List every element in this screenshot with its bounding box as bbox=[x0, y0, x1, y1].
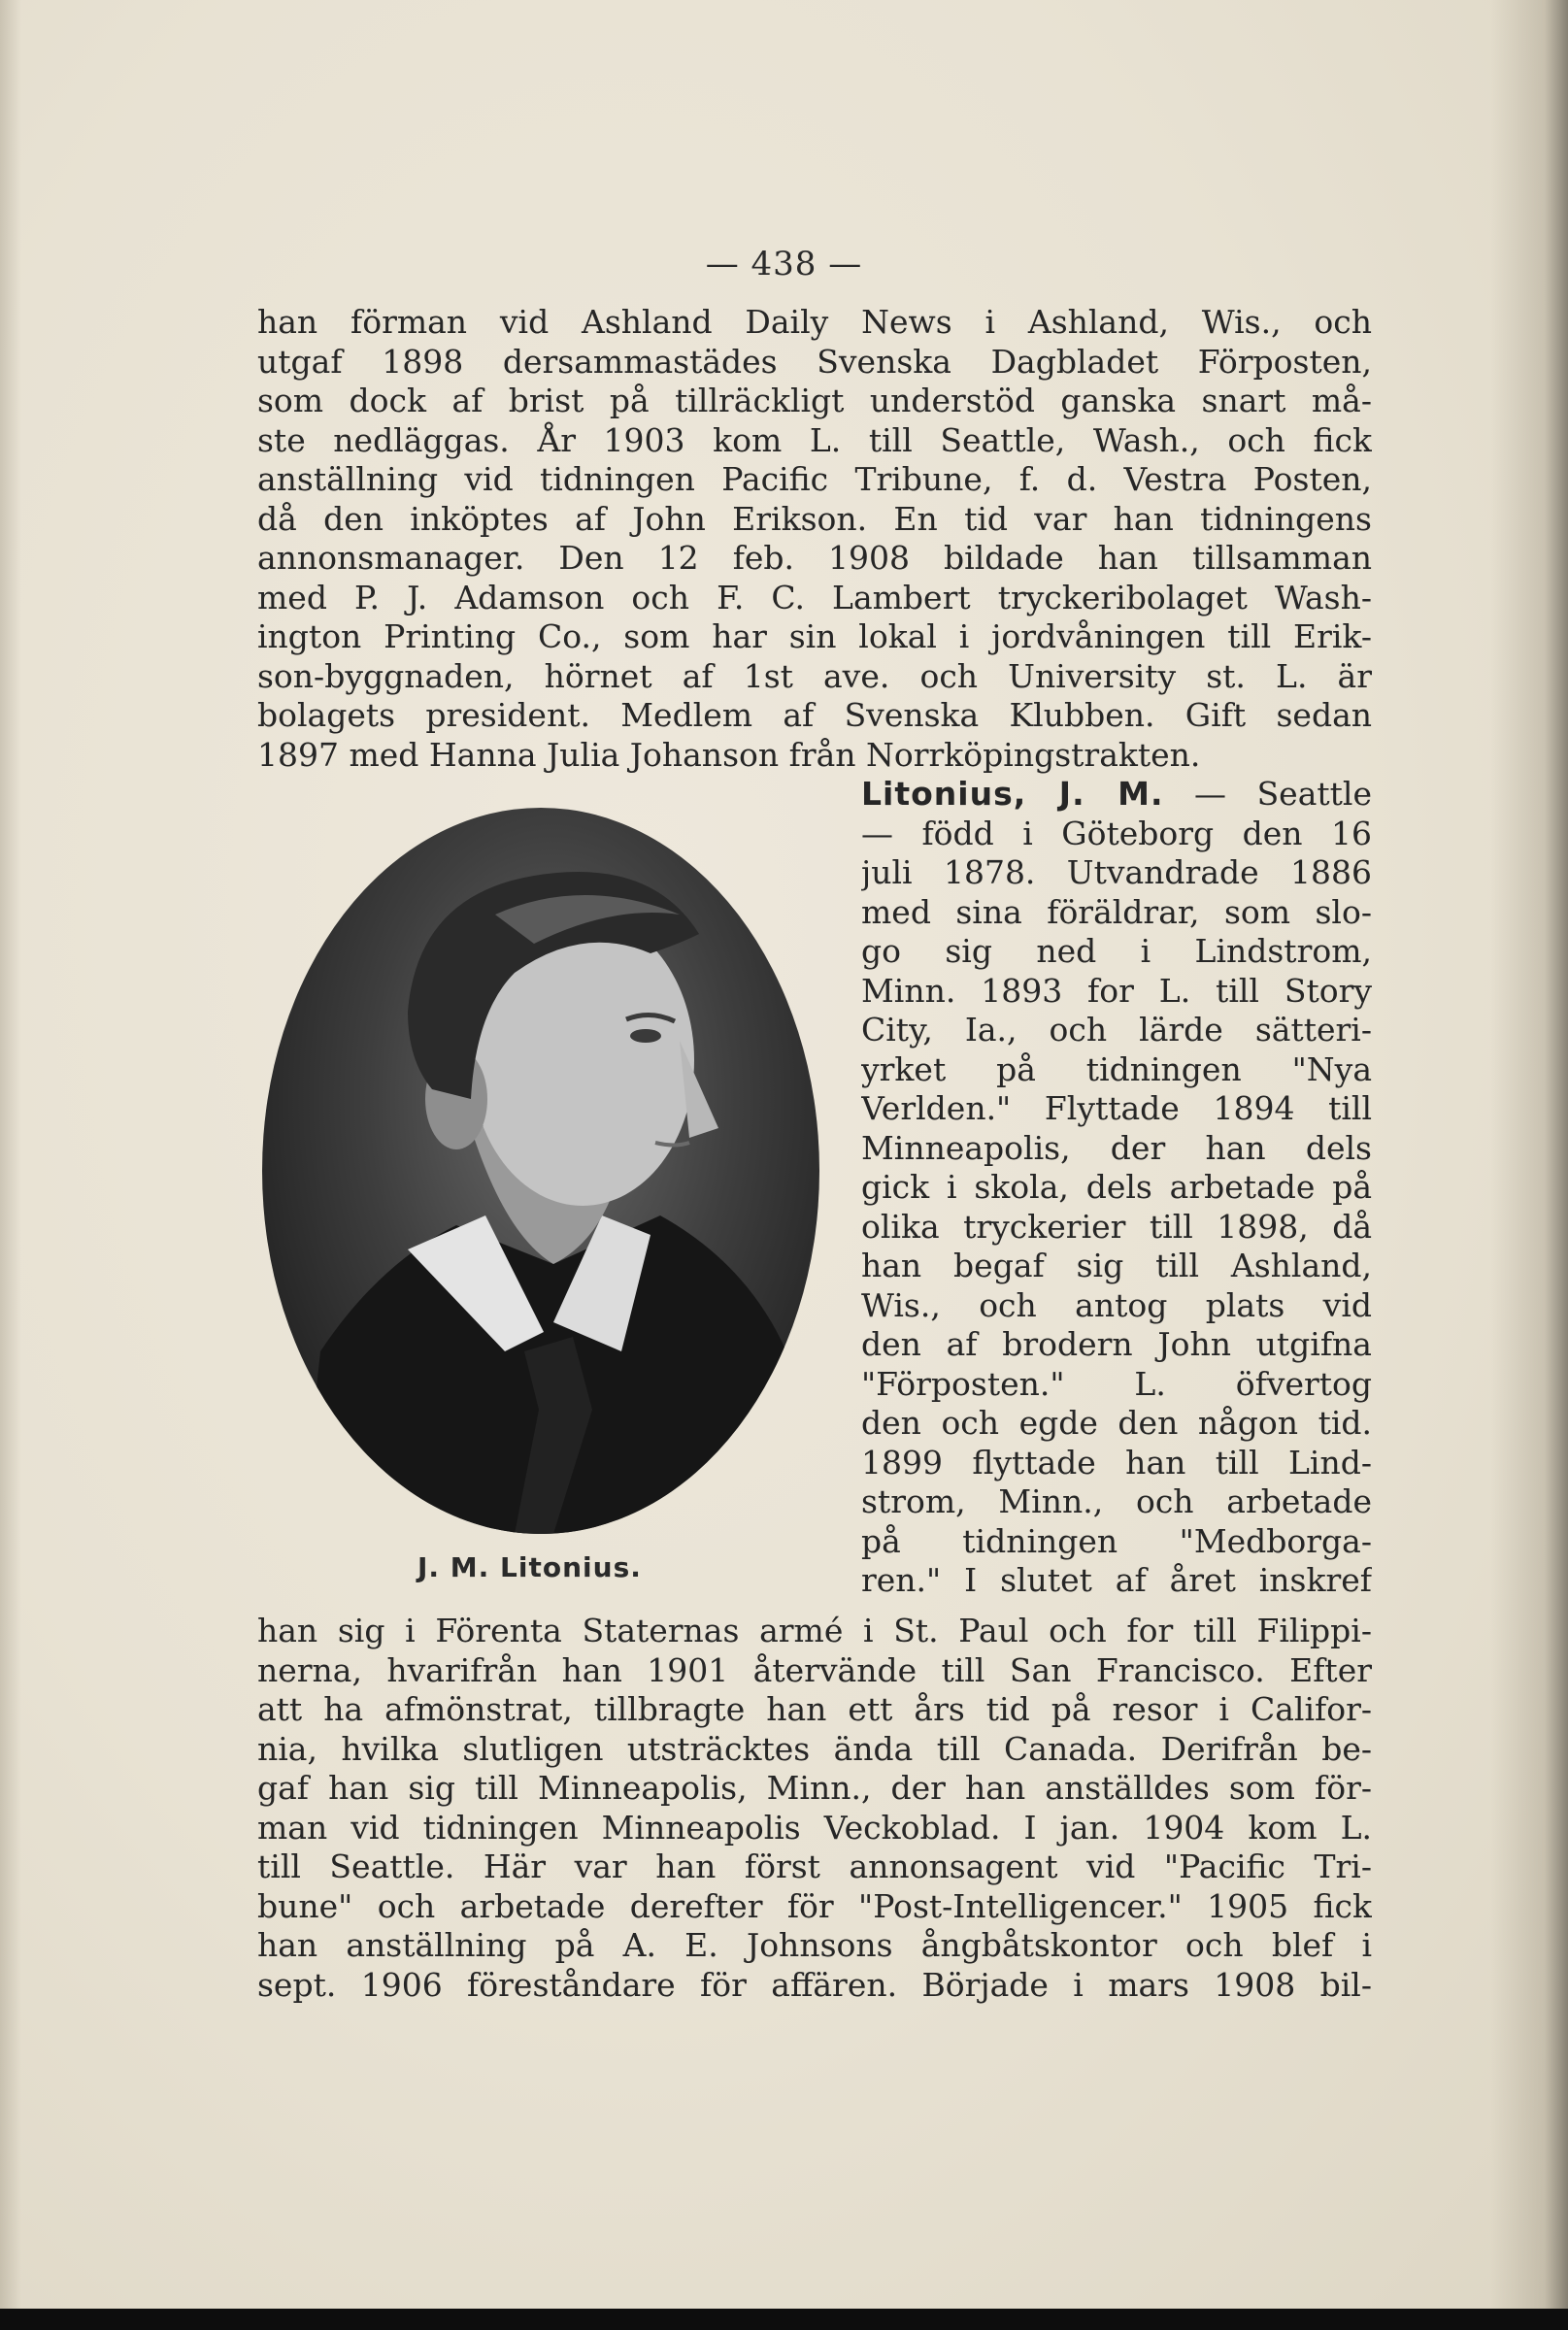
text-line: gick i skola, dels arbetade på bbox=[861, 1168, 1372, 1206]
text-line: han förman vid Ashland Daily News i Ashland, Wis., och bbox=[257, 303, 1372, 341]
page-left-edge bbox=[0, 0, 21, 2309]
text-line: nia, hvilka slutligen utsträcktes ända till Canada. Derifrån be- bbox=[257, 1729, 1372, 1768]
text-line: anställning vid tidningen Pacific Tribune, f. d. Vestra Posten, bbox=[257, 460, 1372, 498]
text-line: strom, Minn., och arbetade bbox=[861, 1482, 1372, 1520]
portrait-nose bbox=[680, 1041, 718, 1138]
text-line: ren." I slutet af året inskref bbox=[861, 1561, 1372, 1599]
scan-bottom-edge bbox=[0, 2309, 1568, 2330]
text-line: 1899 flyttade han till Lind- bbox=[861, 1443, 1372, 1481]
text-line: den och egde den någon tid. bbox=[861, 1404, 1372, 1442]
text-line: Wis., och antog plats vid bbox=[861, 1285, 1372, 1324]
text-line: nerna, hvarifrån han 1901 återvände till San Francisco. Efter bbox=[257, 1650, 1372, 1689]
text-line: "Förposten." L. öfvertog bbox=[861, 1364, 1372, 1403]
portrait-figure bbox=[262, 808, 819, 1534]
page-gutter-shadow bbox=[1490, 0, 1568, 2309]
text-line: City, Ia., och lärde sätteri- bbox=[861, 1011, 1372, 1048]
biography-column bbox=[861, 775, 1372, 1601]
text-line: yrket på tidningen "Nya bbox=[861, 1049, 1372, 1088]
text-line: son-byggnaden, hörnet af 1st ave. och University st. L. är bbox=[257, 656, 1372, 695]
text-line: bune" och arbetade derefter för "Post-Intelligencer." 1905 fick bbox=[257, 1886, 1372, 1925]
text-line: den af brodern John utgifna bbox=[861, 1325, 1372, 1363]
portrait-photo bbox=[262, 808, 819, 1534]
portrait-caption: J. M. Litonius. bbox=[417, 1551, 642, 1583]
text-line: ste nedläggas. År 1903 kom L. till Seattle, Wash., och fick bbox=[257, 420, 1372, 459]
text-line: olika tryckerier till 1898, då bbox=[861, 1207, 1372, 1246]
text-line: Verlden." Flyttade 1894 till bbox=[861, 1089, 1372, 1127]
entry-heading-line bbox=[861, 775, 1372, 815]
text-line: 1897 med Hanna Julia Johanson från Norrköpingstrakten. bbox=[257, 735, 1201, 774]
text-line: sept. 1906 föreståndare för affären. Började i mars 1908 bil- bbox=[257, 1965, 1372, 2004]
text-line: på tidningen "Medborga- bbox=[861, 1521, 1372, 1560]
text-line: gaf han sig till Minneapolis, Minn., der han anställdes som för- bbox=[257, 1769, 1372, 1807]
text-line: go sig ned i Lindstrom, bbox=[861, 932, 1372, 970]
text-line: — född i Göteborg den 16 bbox=[861, 814, 1372, 852]
page-number: — 438 — bbox=[705, 245, 863, 283]
text-line: man vid tidningen Minneapolis Veckoblad. I jan. 1904 kom L. bbox=[257, 1808, 1372, 1847]
text-line: som dock af brist på tillräckligt understöd ganska snart må- bbox=[257, 382, 1372, 419]
bottom-paragraph bbox=[257, 1612, 1372, 2005]
text-line: Minneapolis, der han dels bbox=[861, 1128, 1372, 1167]
text-line: han begaf sig till Ashland, bbox=[861, 1247, 1372, 1284]
text-line: annonsmanager. Den 12 feb. 1908 bildade han tillsamman bbox=[257, 539, 1372, 577]
text-line: med P. J. Adamson och F. C. Lambert tryckeribolaget Wash- bbox=[257, 578, 1372, 616]
text-line: utgaf 1898 dersammastädes Svenska Dagbladet Förposten, bbox=[257, 342, 1372, 381]
entry-name: Litonius, J. M. bbox=[861, 775, 1164, 813]
text-line: med sina föräldrar, som slo- bbox=[861, 892, 1372, 931]
text-line: ington Printing Co., som har sin lokal i jordvåningen till Erik- bbox=[257, 617, 1372, 655]
text-line: till Seattle. Här var han först annonsagent vid "Pacific Tri- bbox=[257, 1847, 1372, 1885]
text-line: han sig i Förenta Staternas armé i St. Paul och for till Filippi- bbox=[257, 1612, 1372, 1649]
text-line: juli 1878. Utvandrade 1886 bbox=[861, 853, 1372, 891]
entry-location: — Seattle bbox=[1194, 775, 1372, 813]
portrait-eye bbox=[630, 1029, 661, 1043]
text-line: att ha afmönstrat, tillbragte han ett års tid på resor i Califor- bbox=[257, 1690, 1372, 1728]
text-line: då den inköptes af John Erikson. En tid var han tidningens bbox=[257, 499, 1372, 538]
text-line: bolagets president. Medlem af Svenska Klubben. Gift sedan bbox=[257, 696, 1372, 734]
text-line: han anställning på A. E. Johnsons ångbåtskontor och blef i bbox=[257, 1926, 1372, 1964]
top-paragraph bbox=[257, 303, 1372, 775]
text-line: Minn. 1893 for L. till Story bbox=[861, 971, 1372, 1010]
